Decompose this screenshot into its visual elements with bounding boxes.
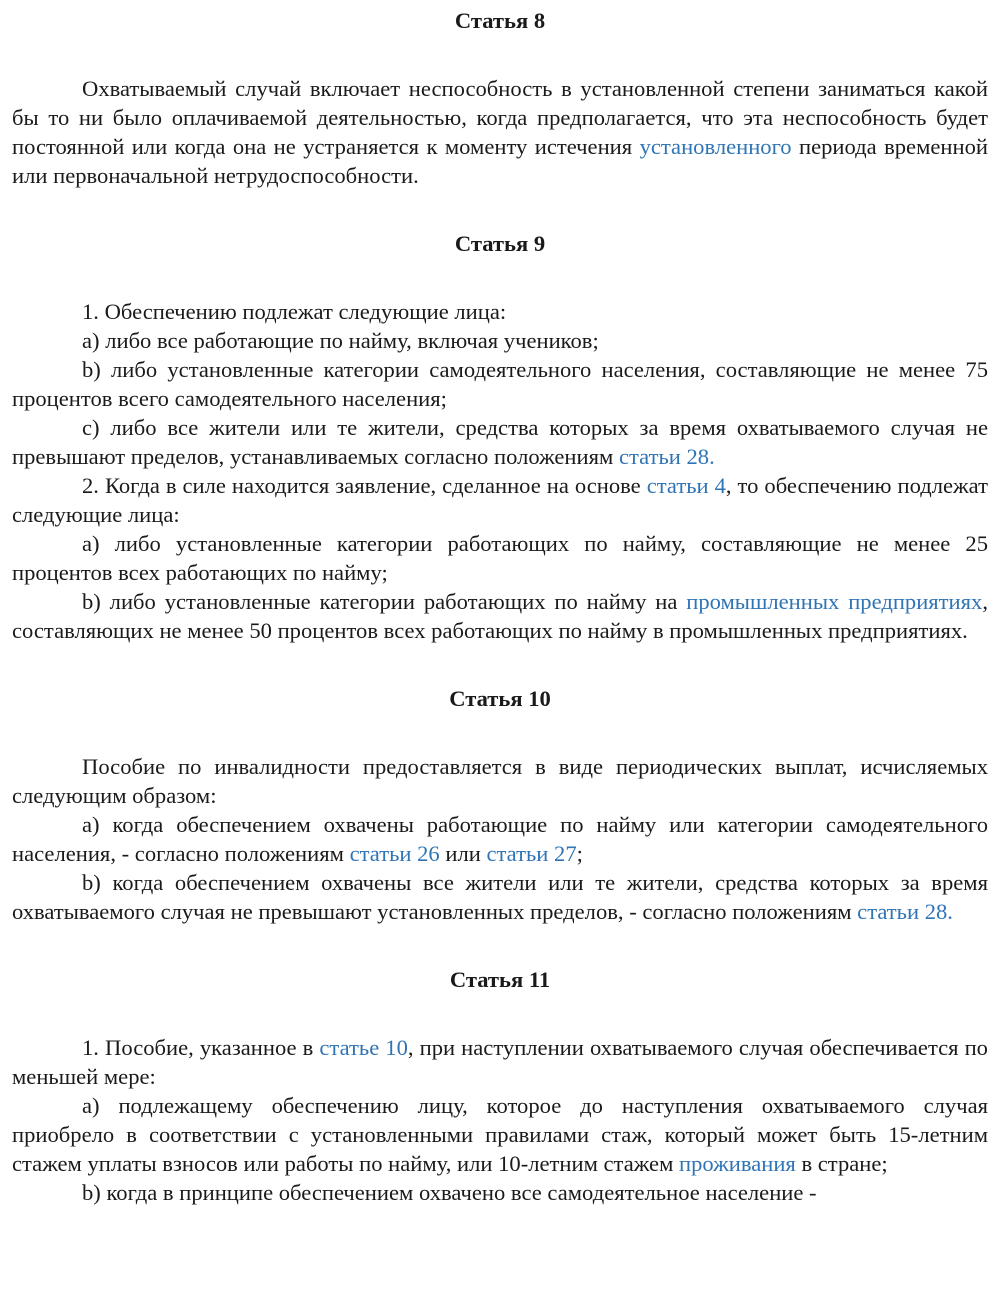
paragraph: [12, 1091, 988, 1178]
spacer: [12, 35, 988, 74]
text-run: , то обеспечению подлежат следующие лица:: [12, 473, 988, 527]
paragraph: [12, 74, 988, 190]
text-run: 2. Когда в силе находится заявление, сделанное на основе: [82, 473, 647, 498]
spacer: [12, 713, 988, 752]
text-run: 1. Обеспечению подлежат следующие лица:: [82, 299, 507, 324]
paragraph: [12, 471, 988, 529]
article-section: [12, 6, 988, 229]
text-run: 1. Пособие, указанное в: [82, 1035, 320, 1060]
cross-reference-link[interactable]: статьи 28.: [857, 899, 953, 924]
text-run: Охватываемый случай включает неспособность в установленной степени заниматься какой бы то ни было оплачиваемой деятельностью, когда предполагается, что эта неспособность будет постоянной или когда она не устраняется к моменту истечения: [12, 76, 988, 159]
cross-reference-link[interactable]: установленного: [639, 134, 792, 159]
paragraph: [12, 810, 988, 868]
article-heading: Статья 11: [449, 967, 551, 992]
text-run: , при наступлении охватываемого случая обеспечивается по меньшей мере:: [12, 1035, 988, 1089]
article-section: [12, 229, 988, 684]
text-run: a) когда обеспечением охвачены работающие по найму или категории самодеятельного населения, - согласно положениям: [12, 812, 988, 866]
text-run: ;: [576, 841, 583, 866]
spacer: [12, 645, 988, 684]
text-run: a) либо установленные категории работающих по найму, составляющие не менее 25 процентов всех работающих по найму;: [12, 531, 988, 585]
spacer: [12, 926, 988, 965]
paragraph: [12, 413, 988, 471]
paragraph: [12, 1033, 988, 1091]
cross-reference-link[interactable]: статьи 26: [349, 841, 440, 866]
spacer: [12, 994, 988, 1033]
text-run: или: [439, 841, 487, 866]
paragraph: [12, 587, 988, 645]
text-run: Пособие по инвалидности предоставляется в виде периодических выплат, исчисляемых следующим образом:: [12, 754, 988, 808]
article-section: [12, 965, 988, 1207]
paragraph: [12, 297, 988, 326]
spacer: [12, 258, 988, 297]
spacer: [12, 190, 988, 229]
text-run: , составляющих не менее 50 процентов всех работающих по найму в промышленных предприятиях.: [12, 589, 988, 643]
text-run: b) когда в принципе обеспечением охвачено все самодеятельное население -: [82, 1180, 817, 1205]
paragraph: [12, 868, 988, 926]
article-heading: Статья 9: [454, 231, 546, 256]
paragraph: [12, 1178, 988, 1207]
text-run: периода временной или первоначальной нетрудоспособности.: [12, 134, 988, 188]
article-heading: Статья 8: [454, 8, 546, 33]
cross-reference-link[interactable]: статье 10: [319, 1035, 408, 1060]
cross-reference-link[interactable]: промышленных предприятиях: [686, 589, 983, 614]
cross-reference-link[interactable]: проживания: [679, 1151, 796, 1176]
article-section: [12, 684, 988, 965]
text-run: b) либо установленные категории самодеятельного населения, составляющие не менее 75 процентов всего самодеятельного населения;: [12, 357, 988, 411]
cross-reference-link[interactable]: статьи 4: [646, 473, 726, 498]
text-run: b) либо установленные категории работающих по найму на: [82, 589, 687, 614]
cross-reference-link[interactable]: статьи 28.: [618, 444, 715, 469]
paragraph: [12, 529, 988, 587]
text-run: c) либо все жители или те жители, средства которых за время охватываемого случая не превышают пределов, устанавливаемых согласно положениям: [12, 415, 988, 469]
text-run: a) подлежащему обеспечению лицу, которое до наступления охватываемого случая приобрело в соответствии с установленными правилами стаж, который может быть 15-летним стажем уплаты взносов или работы по найму, или 10-летним стажем: [12, 1093, 988, 1176]
text-run: в стране;: [795, 1151, 888, 1176]
paragraph: [12, 752, 988, 810]
paragraph: [12, 326, 988, 355]
text-run: b) когда обеспечением охвачены все жители или те жители, средства которых за время охватываемого случая не превышают установленных пределов, - согласно положениям: [12, 870, 988, 924]
cross-reference-link[interactable]: статьи 27: [486, 841, 577, 866]
article-heading: Статья 10: [449, 686, 551, 711]
text-run: a) либо все работающие по найму, включая учеников;: [82, 328, 599, 353]
paragraph: [12, 355, 988, 413]
